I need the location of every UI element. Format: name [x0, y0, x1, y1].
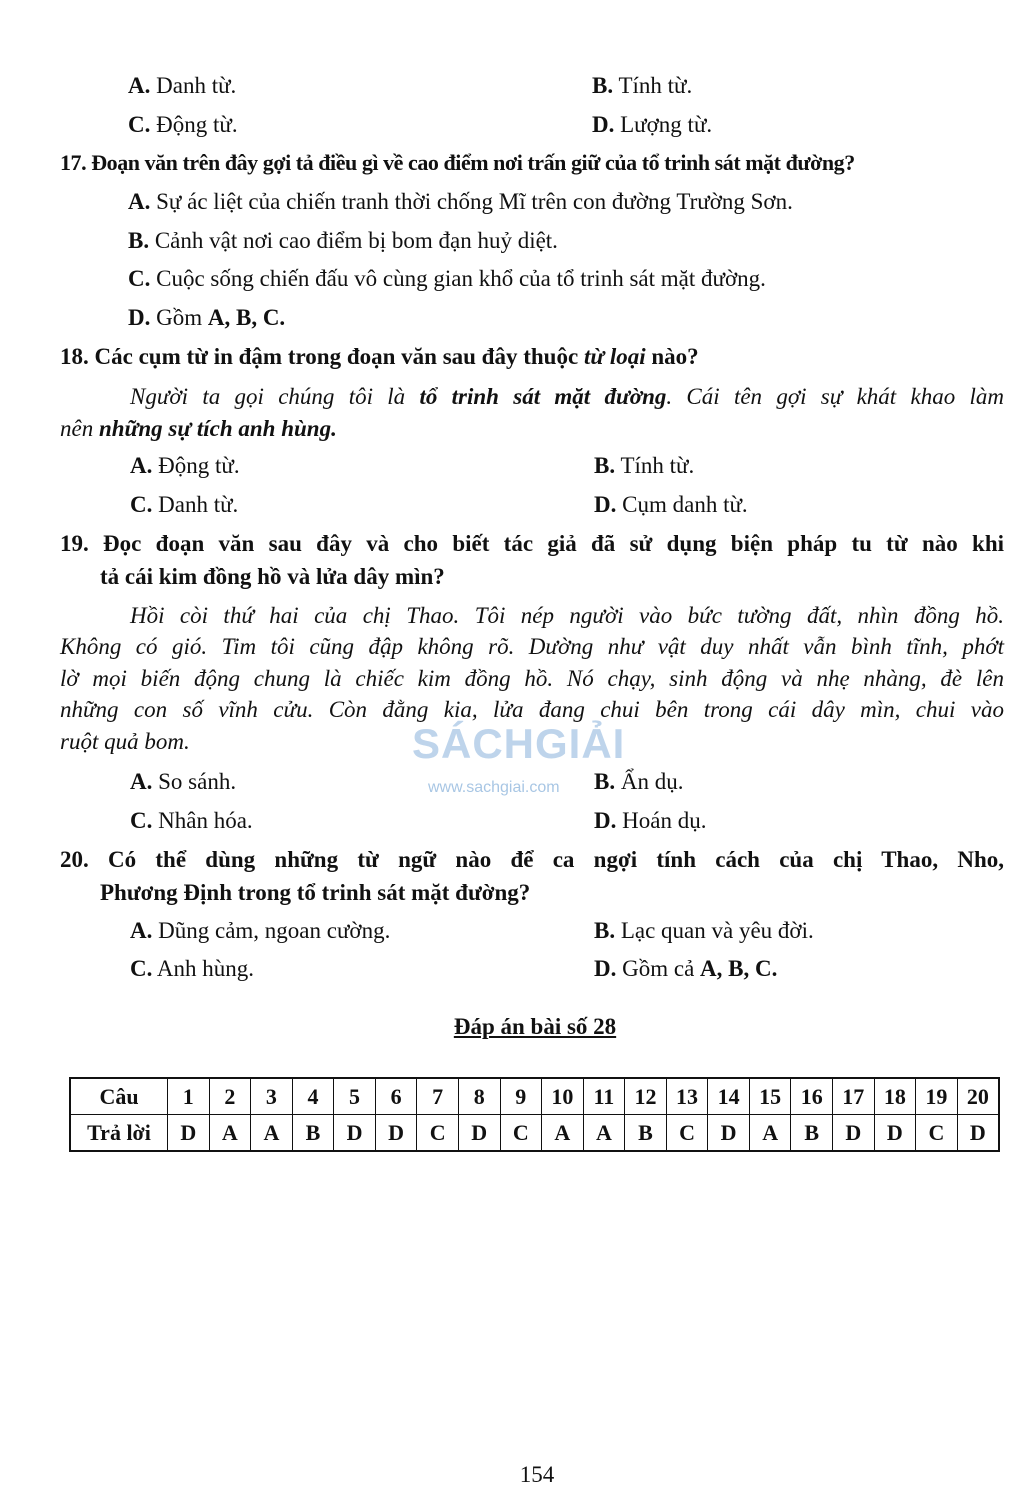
answer-key-answer-cell: C — [666, 1115, 708, 1152]
answer-key-answer-cell: C — [500, 1115, 542, 1152]
q17-question: 17. Đoạn văn trên đây gợi tả điều gì về cao điểm nơi trấn giữ của tổ trinh sát mặt đường? — [60, 150, 855, 175]
q17-option-d: D. Gồm A, B, C. — [128, 305, 286, 330]
answer-key-header-answer: Trả lời — [70, 1115, 168, 1152]
q18-option-b: B. Tính từ. — [594, 453, 695, 478]
answer-key-question-number: 19 — [916, 1078, 958, 1115]
q19-passage-line-1: Hồi còi thứ hai của chị Thao. Tôi nép người vào bức tường đất, nhìn đồng hồ. — [130, 603, 1004, 628]
q19-option-c: C. Nhân hóa. — [130, 808, 253, 833]
q20-option-c: C. Anh hùng. — [130, 956, 254, 981]
q19-option-a: A. So sánh. — [130, 769, 237, 794]
q18-passage-line-2: nên những sự tích anh hùng. — [60, 416, 337, 441]
answer-key-table — [69, 1077, 1000, 1152]
q16-option-c: C. Động từ. — [128, 112, 238, 137]
q20-question-line-1: 20. Có thể dùng những từ ngữ nào để ca ngợi tính cách của chị Thao, Nho, — [60, 847, 1004, 872]
answer-key-answer-cell: A — [583, 1115, 625, 1152]
answer-key-question-number: 12 — [625, 1078, 667, 1115]
answer-key-question-number: 15 — [749, 1078, 791, 1115]
answer-key-question-number: 5 — [334, 1078, 376, 1115]
answer-key-answer-cell: D — [375, 1115, 417, 1152]
answer-key-answer-cell: D — [833, 1115, 875, 1152]
q19-passage-line-4: những con số vĩnh cửu. Còn đằng kia, lửa đang chui bên trong cái dây mìn, chui vào — [60, 697, 1004, 722]
answer-key-answer-cell: A — [251, 1115, 293, 1152]
answer-key-question-number: 10 — [542, 1078, 584, 1115]
page-number: 154 — [519, 1462, 555, 1487]
q19-question-line-1: 19. Đọc đoạn văn sau đây và cho biết tác giả đã sử dụng biện pháp tu từ nào khi — [60, 531, 1004, 556]
answer-key-question-number: 8 — [458, 1078, 500, 1115]
answer-key-question-number: 14 — [708, 1078, 750, 1115]
answer-key-row-numbers — [70, 1078, 999, 1115]
q19-question-line-2: tả cái kim đồng hồ và lửa dây mìn? — [100, 564, 445, 589]
answer-key-question-number: 7 — [417, 1078, 459, 1115]
q17-option-c: C. Cuộc sống chiến đấu vô cùng gian khổ của tổ trinh sát mặt đường. — [128, 266, 766, 291]
q19-passage-line-5: ruột quả bom. — [60, 729, 190, 754]
answer-key-question-number: 6 — [375, 1078, 417, 1115]
q18-option-d: D. Cụm danh từ. — [594, 492, 748, 517]
answer-key-question-number: 11 — [583, 1078, 625, 1115]
answer-key-answer-cell: D — [874, 1115, 916, 1152]
answer-key-question-number: 20 — [957, 1078, 999, 1115]
q16-option-b: B. Tính từ. — [592, 73, 693, 98]
answer-key-answer-cell: D — [168, 1115, 210, 1152]
q16-option-a: A. Danh từ. — [128, 73, 237, 98]
answer-key-answer-cell: D — [334, 1115, 376, 1152]
q17-option-a: A. Sự ác liệt của chiến tranh thời chống Mĩ trên con đường Trường Sơn. — [128, 189, 793, 214]
answer-key-answer-cell: A — [542, 1115, 584, 1152]
answer-key-question-number: 18 — [874, 1078, 916, 1115]
q18-option-a: A. Động từ. — [130, 453, 240, 478]
answer-key-question-number: 9 — [500, 1078, 542, 1115]
watermark-url: www.sachgiai.com — [428, 779, 560, 796]
q20-option-d: D. Gồm cả A, B, C. — [594, 956, 778, 981]
answer-key-answer-cell: B — [625, 1115, 667, 1152]
answer-key-answer-cell: D — [708, 1115, 750, 1152]
q18-question: 18. Các cụm từ in đậm trong đoạn văn sau đây thuộc từ loại nào? — [60, 344, 699, 369]
answer-key-row-answers — [70, 1115, 999, 1152]
q19-passage-line-2: Không có gió. Tim tôi cũng đập không rõ. Dường như vật duy nhất vẫn bình tĩnh, phớt — [60, 634, 1004, 659]
q18-passage-line-1: Người ta gọi chúng tôi là tổ trinh sát mặt đường. Cái tên gợi sự khát khao làm — [130, 384, 1004, 409]
answer-key-answer-cell: D — [957, 1115, 999, 1152]
watermark-logo: SÁCHGIẢI — [412, 720, 626, 767]
answer-key-answer-cell: A — [209, 1115, 251, 1152]
answer-key-question-number: 3 — [251, 1078, 293, 1115]
answer-key-question-number: 2 — [209, 1078, 251, 1115]
q19-option-b: B. Ẩn dụ. — [594, 769, 684, 794]
answer-key-answer-cell: B — [292, 1115, 334, 1152]
q19-option-d: D. Hoán dụ. — [594, 808, 707, 833]
answer-key-title: Đáp án bài số 28 — [453, 1014, 617, 1039]
answer-key-answer-cell: D — [458, 1115, 500, 1152]
answer-key-question-number: 13 — [666, 1078, 708, 1115]
q18-option-c: C. Danh từ. — [130, 492, 239, 517]
q17-option-b: B. Cảnh vật nơi cao điểm bị bom đạn huỷ diệt. — [128, 228, 558, 253]
answer-key-question-number: 1 — [168, 1078, 210, 1115]
answer-key-answer-cell: B — [791, 1115, 833, 1152]
q20-question-line-2: Phương Định trong tổ trinh sát mặt đường? — [100, 880, 531, 905]
q20-option-b: B. Lạc quan và yêu đời. — [594, 918, 814, 943]
answer-key-question-number: 16 — [791, 1078, 833, 1115]
answer-key-answer-cell: A — [749, 1115, 791, 1152]
q19-passage-line-3: lờ mọi biến động chung là chiếc kim đồng hồ. Nó chạy, sinh động và nhẹ nhàng, đè lên — [60, 666, 1004, 691]
answer-key-answer-cell: C — [417, 1115, 459, 1152]
answer-key-header-question: Câu — [70, 1078, 168, 1115]
q16-option-d: D. Lượng từ. — [592, 112, 713, 137]
answer-key-question-number: 4 — [292, 1078, 334, 1115]
q20-option-a: A. Dũng cảm, ngoan cường. — [130, 918, 391, 943]
answer-key-answer-cell: C — [916, 1115, 958, 1152]
answer-key-question-number: 17 — [833, 1078, 875, 1115]
